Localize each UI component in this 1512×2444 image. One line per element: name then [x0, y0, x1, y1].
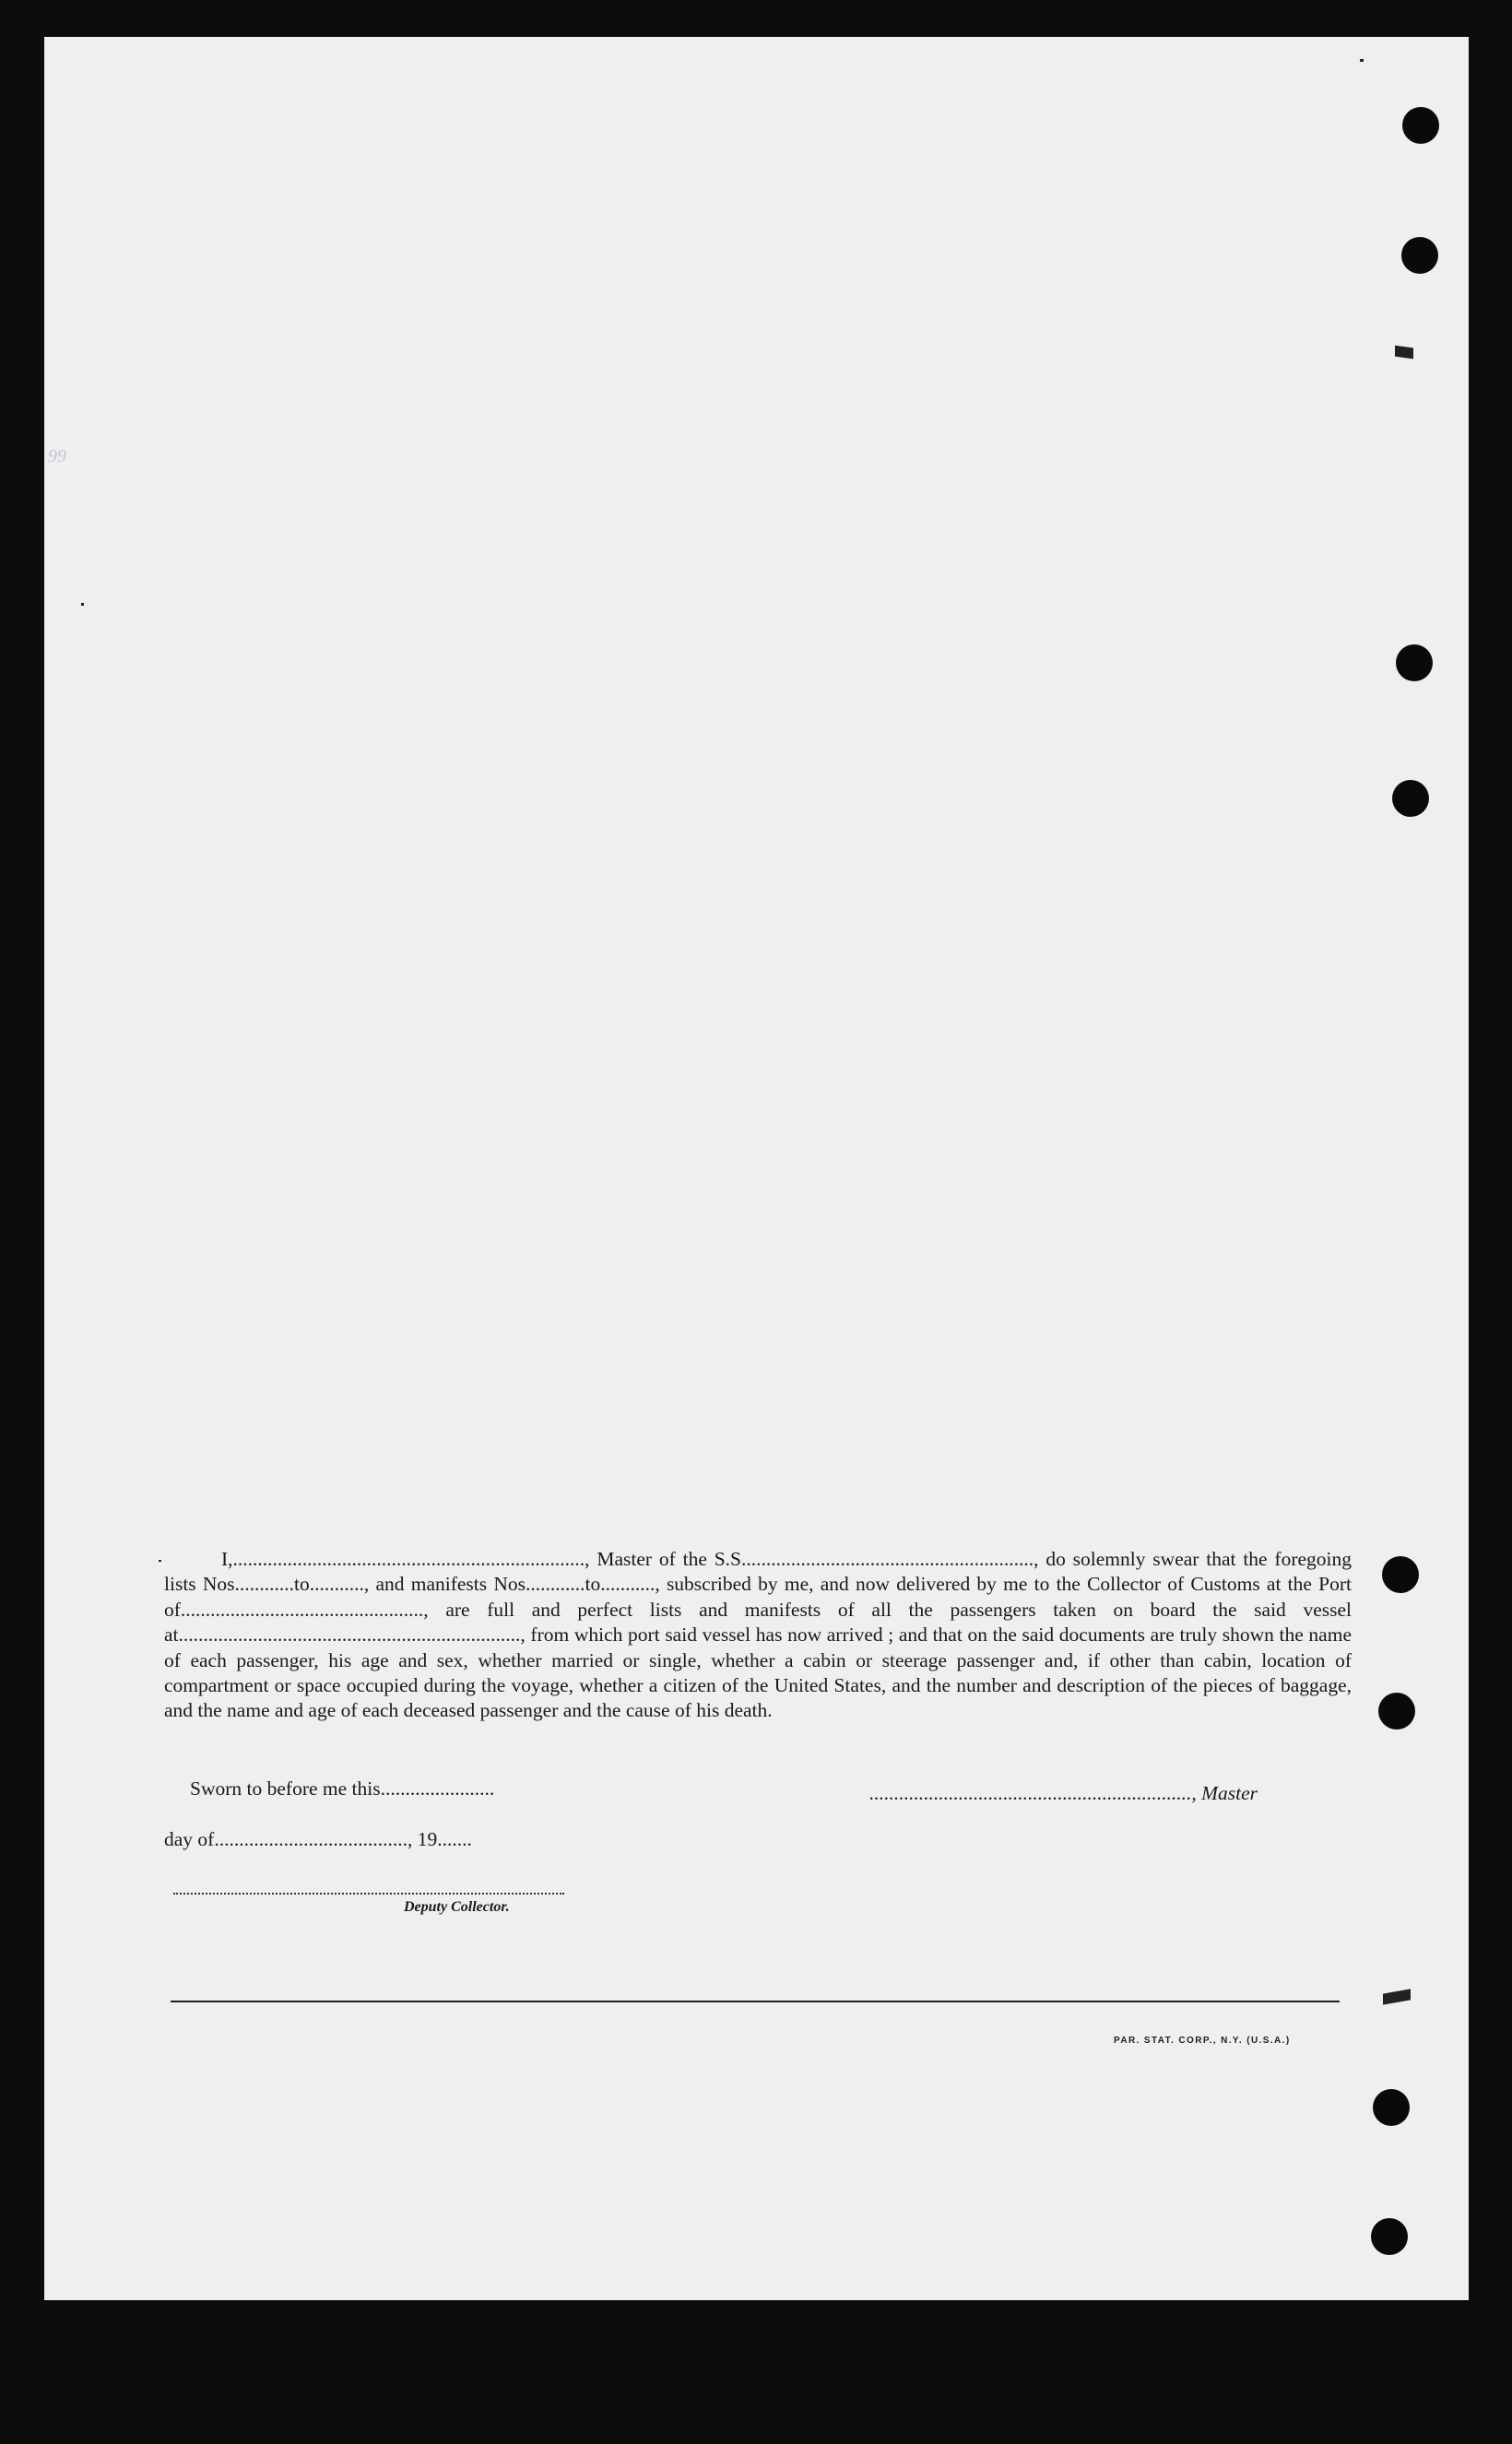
tab-mark — [1395, 346, 1413, 360]
printer-imprint: PAR. STAT. CORP., N.Y. (U.S.A.) — [1114, 2036, 1291, 2046]
binder-hole — [1378, 1693, 1415, 1730]
binder-hole — [1371, 2218, 1408, 2255]
footer-rule — [171, 2001, 1340, 2002]
deputy-collector-label: Deputy Collector. — [404, 1899, 510, 1915]
master-signature-line: ................................................................., Master — [869, 1782, 1258, 1804]
dust-speck — [1360, 59, 1364, 62]
binder-hole — [1392, 780, 1429, 817]
binder-hole — [1402, 107, 1439, 144]
dust-speck — [159, 1560, 161, 1562]
binder-hole — [1373, 2089, 1410, 2126]
binder-hole — [1382, 1556, 1419, 1593]
tab-mark — [1383, 1989, 1411, 2004]
dust-speck — [81, 603, 84, 606]
margin-note: 99 — [48, 446, 66, 466]
day-of-line: day of......................................., 19....... — [164, 1828, 472, 1850]
master-oath-text — [164, 1547, 1352, 1724]
deputy-signature-line — [173, 1893, 564, 1895]
sworn-before-me-line: Sworn to before me this....................... — [190, 1777, 495, 1800]
manifest-back-page — [44, 37, 1469, 2300]
binder-hole — [1401, 237, 1438, 274]
binder-hole — [1396, 644, 1433, 681]
oath-paragraph: I,......................................................................., Master of the S.S..........................................................., do solemnly swear that the foregoing lists Nos............to..........., and manifests Nos............to..........., subscribed by me, and now delivered by me to the Collector of Customs at the Port of................................................., are full and perfect lists and manifests of all the passengers taken on board the said vessel at....................................................................., from which port said vessel has now arrived ; and that on the said documents are truly shown the name of each passenger, his age and sex, whether married or single, whether a cabin or steerage passenger and, if other than cabin, location of compartment or space occupied during the voyage, whether a citizen of the United States, and the number and description of the pieces of baggage, and the name and age of each deceased passenger and the cause of his death. — [164, 1548, 1352, 1722]
